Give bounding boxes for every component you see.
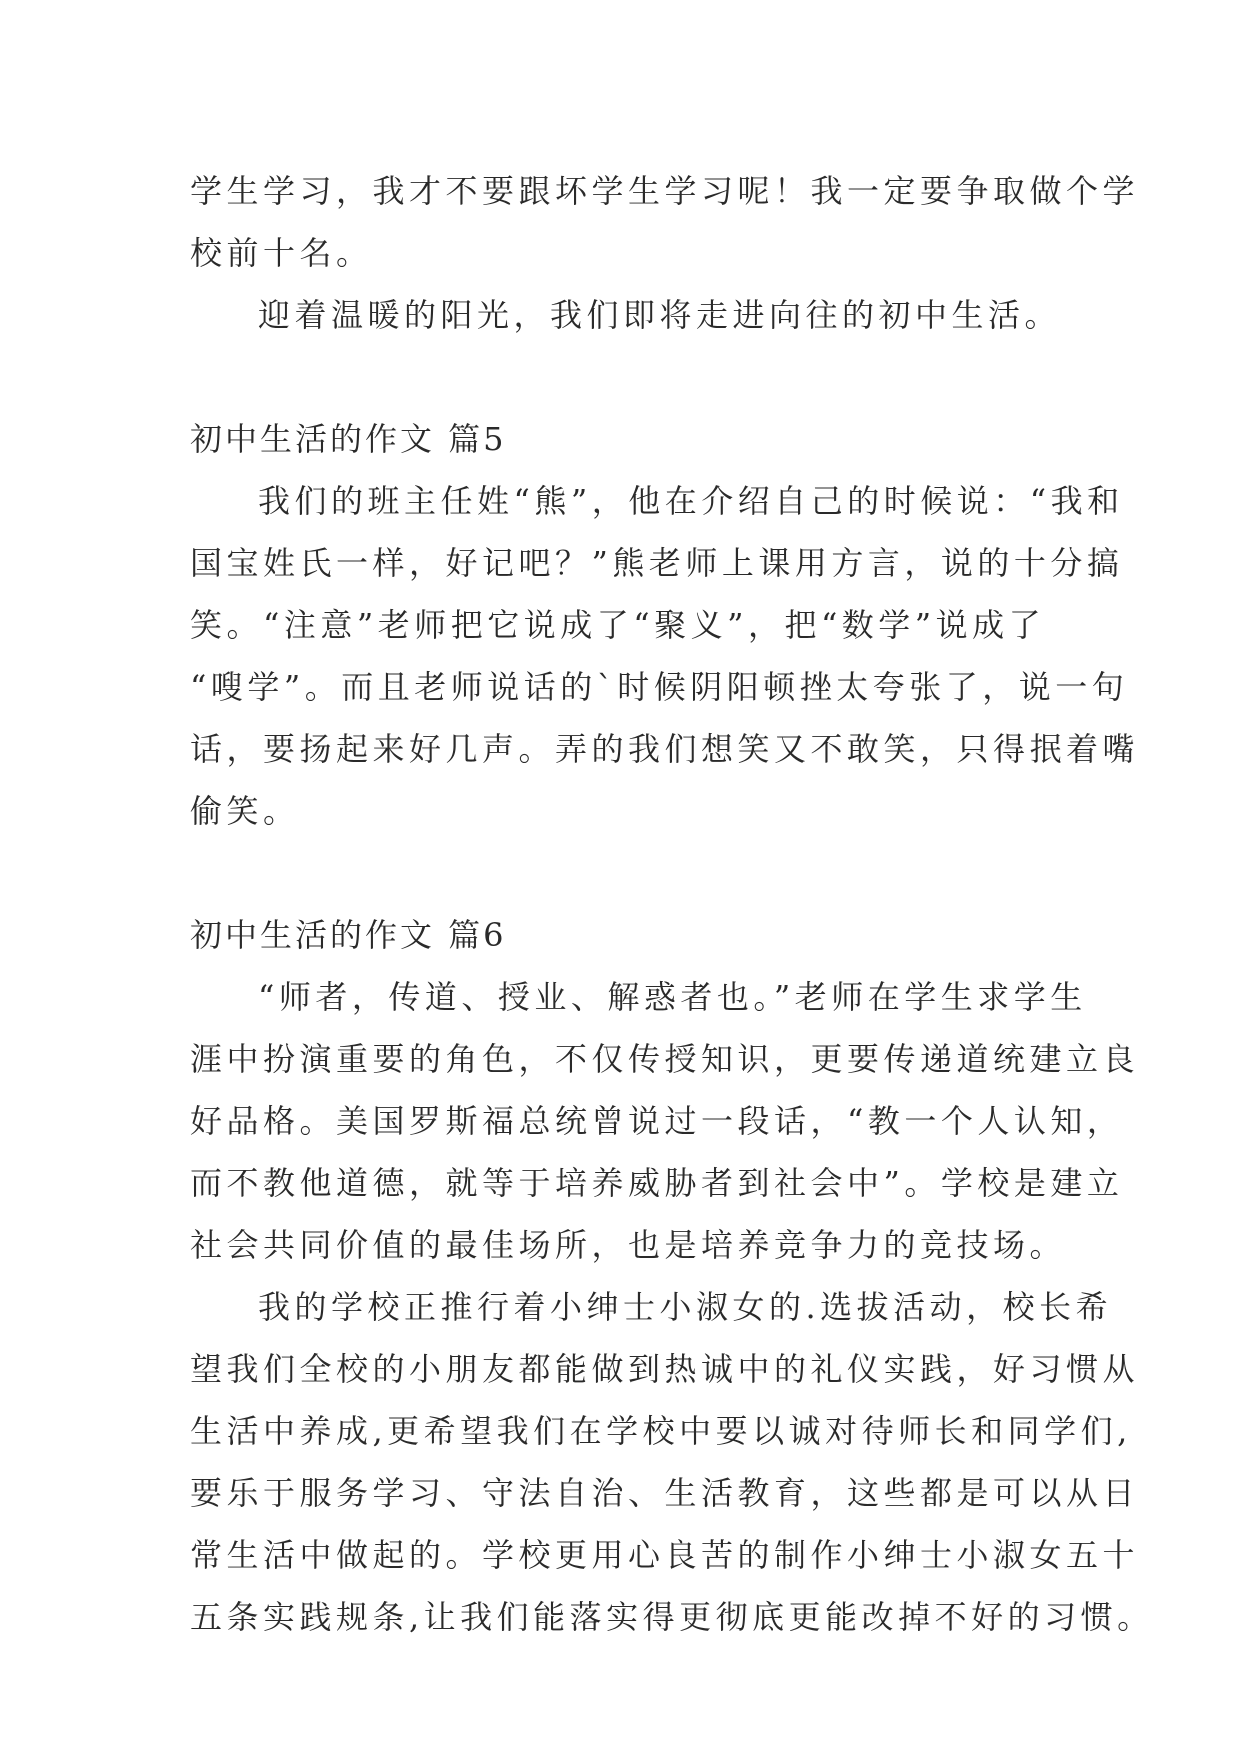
text-line: 校前十名。 — [190, 234, 373, 272]
section-heading-5: 初中生活的作文 篇5 — [190, 420, 507, 458]
text-line: 五条实践规条,让我们能落实得更彻底更能改掉不好的习惯。 — [190, 1598, 1154, 1636]
text-line: 常生活中做起的。学校更用心良苦的制作小绅士小淑女五十 — [190, 1536, 1140, 1574]
text-line: 社会共同价值的最佳场所，也是培养竞争力的竞技场。 — [190, 1226, 1067, 1264]
section-spacer — [190, 346, 1060, 408]
text-line: 学生学习，我才不要跟坏学生学习呢！我一定要争取做个学 — [190, 172, 1140, 210]
text-line: 我们的班主任姓“熊”，他在介绍自己的时候说：“我和 — [258, 482, 1124, 520]
section-spacer — [190, 842, 1060, 904]
text-line: 而不教他道德，就等于培养威胁者到社会中”。学校是建立 — [190, 1164, 1124, 1202]
document-body — [190, 160, 1154, 1648]
text-line: 迎着温暖的阳光，我们即将走进向往的初中生活。 — [258, 296, 1062, 334]
text-line: 涯中扮演重要的角色，不仅传授知识，更要传递道统建立良 — [190, 1040, 1140, 1078]
text-line: 望我们全校的小朋友都能做到热诚中的礼仪实践，好习惯从 — [190, 1350, 1140, 1388]
text-line: “嗖学”。而且老师说话的`时候阴阳顿挫太夸张了，说一句 — [190, 668, 1129, 706]
text-line: 话，要扬起来好几声。弄的我们想笑又不敢笑，只得抿着嘴 — [190, 730, 1140, 768]
text-line: 我的学校正推行着小绅士小淑女的.选拔活动，校长希 — [258, 1288, 1113, 1326]
text-line: 好品格。美国罗斯福总统曾说过一段话，“教一个人认知， — [190, 1102, 1124, 1140]
text-line: 要乐于服务学习、守法自治、生活教育，这些都是可以从日 — [190, 1474, 1140, 1512]
text-line: “师者，传道、授业、解惑者也。”老师在学生求学生 — [258, 978, 1087, 1016]
section-heading-6: 初中生活的作文 篇6 — [190, 916, 507, 954]
text-line: 生活中养成,更希望我们在学校中要以诚对待师长和同学们, — [190, 1412, 1132, 1450]
text-line: 笑。“注意”老师把它说成了“聚义”，把“数学”说成了 — [190, 606, 1046, 644]
text-line: 国宝姓氏一样，好记吧？”熊老师上课用方言，说的十分搞 — [190, 544, 1124, 582]
text-line: 偷笑。 — [190, 792, 300, 830]
